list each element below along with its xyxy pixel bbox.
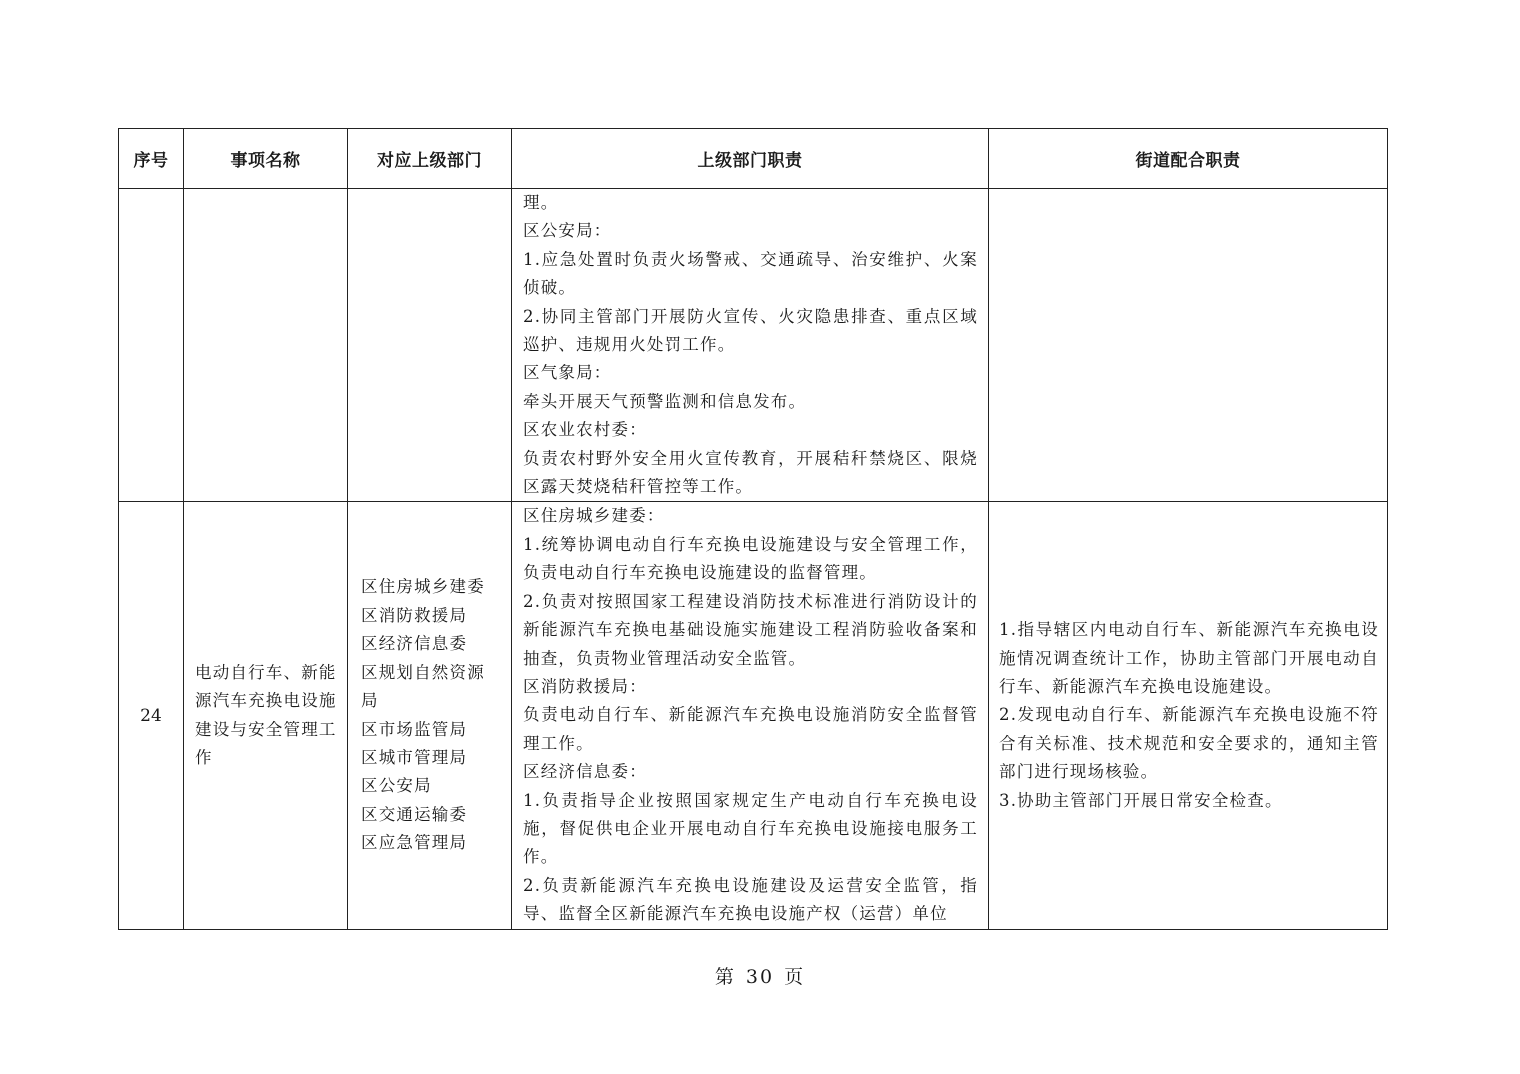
text-line: 牵头开展天气预警监测和信息发布。 xyxy=(523,391,807,411)
cell-street xyxy=(989,189,1388,502)
text-line: 区公安局 xyxy=(361,776,432,796)
text-line: 2.负责对按照国家工程建设消防技术标准进行消防设计的新能源汽车充换电基础设施实施建设工程消防验收备案和抽查，负责物业管理活动安全监管。 xyxy=(523,591,978,668)
table-row xyxy=(119,189,1388,502)
text-line: 区应急管理局 xyxy=(361,833,468,853)
cell-name xyxy=(184,502,348,929)
header-name: 事项名称 xyxy=(184,129,348,189)
duty-text xyxy=(512,502,988,928)
text-line: 负责农村野外安全用火宣传教育，开展秸秆禁烧区、限烧区露天焚烧秸秆管控等工作。 xyxy=(523,448,978,497)
text-line: 区市场监管局 xyxy=(361,719,468,739)
page-suffix: 页 xyxy=(784,966,806,988)
cell-duty xyxy=(512,189,989,502)
text-line: 区经济信息委： xyxy=(523,762,647,782)
header-dept: 对应上级部门 xyxy=(348,129,512,189)
text-line: 3.协助主管部门开展日常安全检查。 xyxy=(999,790,1283,810)
table-header-row xyxy=(119,129,1388,189)
text-line: 区消防救援局 xyxy=(361,605,468,625)
text-line: 区公安局： xyxy=(523,221,612,241)
item-name-text: 电动自行车、新能源汽车充换电设施建设与安全管理工作 xyxy=(195,662,337,767)
dept-list xyxy=(348,573,511,857)
text-line: 区农业农村委： xyxy=(523,420,647,440)
text-line: 1.负责指导企业按照国家规定生产电动自行车充换电设施，督促供电企业开展电动自行车充换电设施接电服务工作。 xyxy=(523,790,978,867)
text-line: 区经济信息委 xyxy=(361,634,468,654)
duty-table xyxy=(118,128,1388,930)
text-line: 2.协同主管部门开展防火宣传、火灾隐患排查、重点区域巡护、违规用火处罚工作。 xyxy=(523,306,978,355)
text-line: 理。 xyxy=(523,193,559,212)
duty-text xyxy=(512,189,988,501)
street-text xyxy=(989,616,1387,815)
cell-no xyxy=(119,189,184,502)
text-line: 2.发现电动自行车、新能源汽车充换电设施不符合有关标准、技术规范和安全要求的，通知主管部门进行现场核验。 xyxy=(999,705,1379,782)
text-line: 区规划自然资源局 xyxy=(361,662,485,711)
text-line: 1.应急处置时负责火场警戒、交通疏导、治安维护、火案侦破。 xyxy=(523,249,978,298)
cell-no: 24 xyxy=(119,502,184,929)
cell-street xyxy=(989,502,1388,929)
text-line: 区住房城乡建委： xyxy=(523,506,665,526)
text-line: 区住房城乡建委 xyxy=(361,577,485,597)
text-line: 1.指导辖区内电动自行车、新能源汽车充换电设施情况调查统计工作，协助主管部门开展电动自行车、新能源汽车充换电设施建设。 xyxy=(999,620,1379,696)
header-street: 街道配合职责 xyxy=(989,129,1388,189)
cell-dept xyxy=(348,502,512,929)
text-line: 区城市管理局 xyxy=(361,747,468,767)
text-line: 区气象局： xyxy=(523,363,612,383)
header-duty: 上级部门职责 xyxy=(512,129,989,189)
cell-dept xyxy=(348,189,512,502)
text-line: 2.负责新能源汽车充换电设施建设及运营安全监管，指导、监督全区新能源汽车充换电设施产权（运营）单位 xyxy=(523,875,978,924)
cell-duty xyxy=(512,502,989,929)
header-no: 序号 xyxy=(119,129,184,189)
cell-name xyxy=(184,189,348,502)
text-line: 区消防救援局： xyxy=(523,676,647,696)
page-number: 30 xyxy=(745,966,775,988)
text-line: 区交通运输委 xyxy=(361,804,468,824)
page-footer xyxy=(0,962,1520,989)
text-line: 1.统筹协调电动自行车充换电设施建设与安全管理工作，负责电动自行车充换电设施建设的监督管理。 xyxy=(523,534,978,583)
text-line: 负责电动自行车、新能源汽车充换电设施消防安全监督管理工作。 xyxy=(523,705,978,753)
table-row xyxy=(119,502,1388,929)
page-prefix: 第 xyxy=(714,966,736,988)
